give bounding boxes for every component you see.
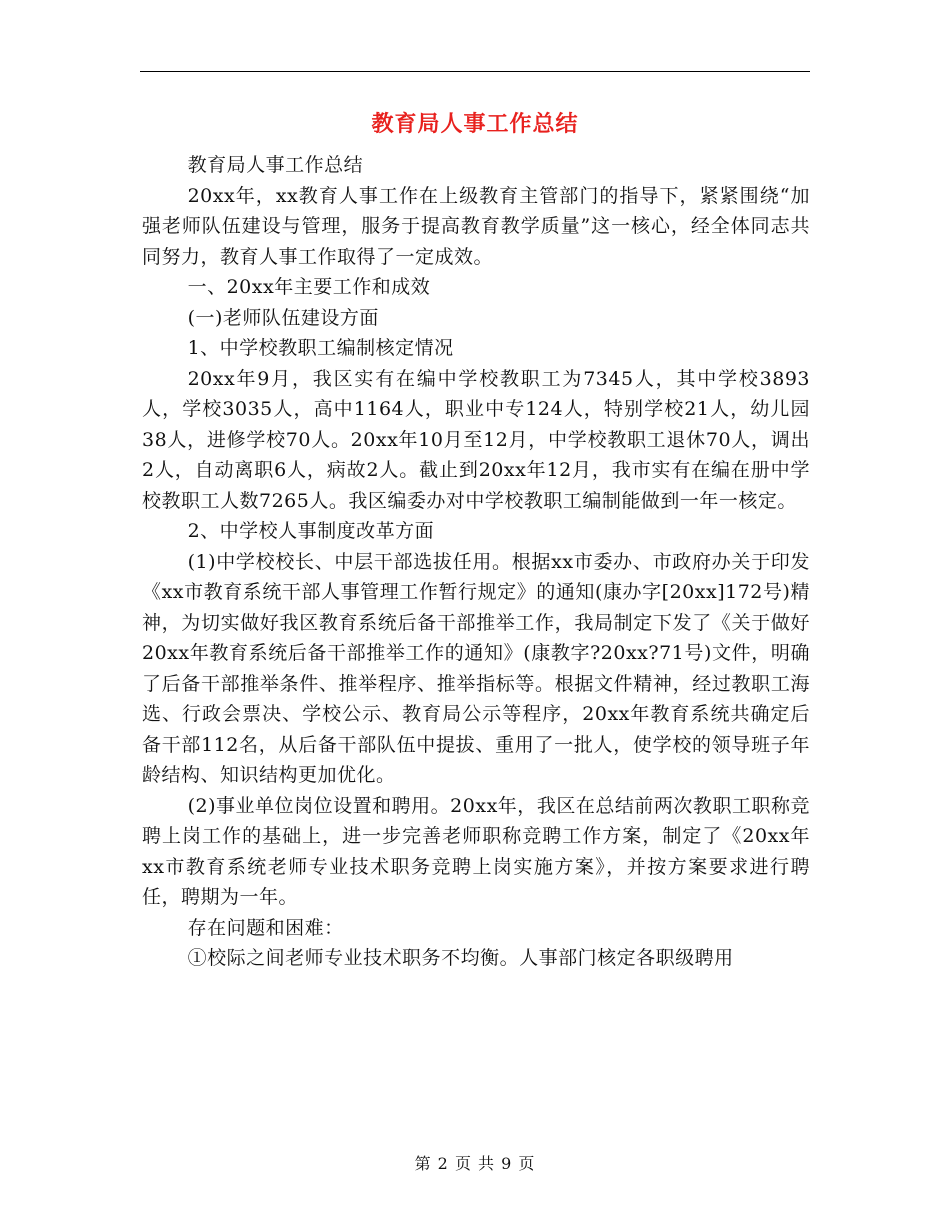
item-heading: 1、中学校教职工编制核定情况 xyxy=(187,337,454,359)
paragraph: (1)中学校校长、中层干部选拔任用。根据xx市委办、市政府办关于印发《xx市教育系统干部人事管理工作暂行规定》的通知(康办字[20xx]172号)精神，为切实做好我区教育系统后备干部推举工作，我局制定下发了《关于做好20xx年教育系统后备干部推举工作的通知》(康教字?20xx?71号)文件，明确了后备干部推举条件、推举程序、推举指标等。根据文件精神，经过教职工海选、行政会票决、学校公示、教育局公示等程序，20xx年教育系统共确定后备干部112名，从后备干部队伍中提拔、重用了一批人，使学校的领导班子年龄结构、知识结构更加优化。 xyxy=(142,550,810,786)
paragraph: ①校际之间老师专业技术职务不均衡。人事部门核定各职级聘用 xyxy=(187,947,734,969)
item-heading: 2、中学校人事制度改革方面 xyxy=(187,520,435,542)
section-heading: 一、20xx年主要工作和成效 xyxy=(187,276,431,298)
paragraph: 教育局人事工作总结 xyxy=(187,154,364,176)
subsection-heading: (一)老师队伍建设方面 xyxy=(187,306,379,329)
paragraph: (2)事业单位岗位设置和聘用。20xx年，我区在总结前两次教职工职称竞聘上岗工作的基础上，进一步完善老师职称竞聘工作方案，制定了《20xx年xx市教育系统老师专业技术职务竞聘上岗实施方案》，并按方案要求进行聘任，聘期为一年。 xyxy=(142,794,810,908)
paragraph: 20xx年，xx教育人事工作在上级教育主管部门的指导下，紧紧围绕“加强老师队伍建设与管理，服务于提高教育教学质量”这一核心，经全体同志共同努力，教育人事工作取得了一定成效。 xyxy=(142,184,810,268)
document-title: 教育局人事工作总结 xyxy=(371,112,579,137)
header-rule xyxy=(140,71,810,72)
page-number: 第 2 页 共 9 页 xyxy=(414,1154,536,1173)
problems-heading: 存在问题和困难： xyxy=(187,916,344,939)
paragraph: 20xx年9月，我区实有在编中学校教职工为7345人，其中学校3893人，学校3035人，高中1164人，职业中专124人，特别学校21人，幼儿园38人，进修学校70人。20xx年10月至12月，中学校教职工退休70人，调出2人，自动离职6人，病故2人。截止到20xx年12月，我市实有在编在册中学校教职工人数7265人。我区编委办对中学校教职工编制能做到一年一核定。 xyxy=(142,367,810,512)
document-body xyxy=(142,150,810,974)
